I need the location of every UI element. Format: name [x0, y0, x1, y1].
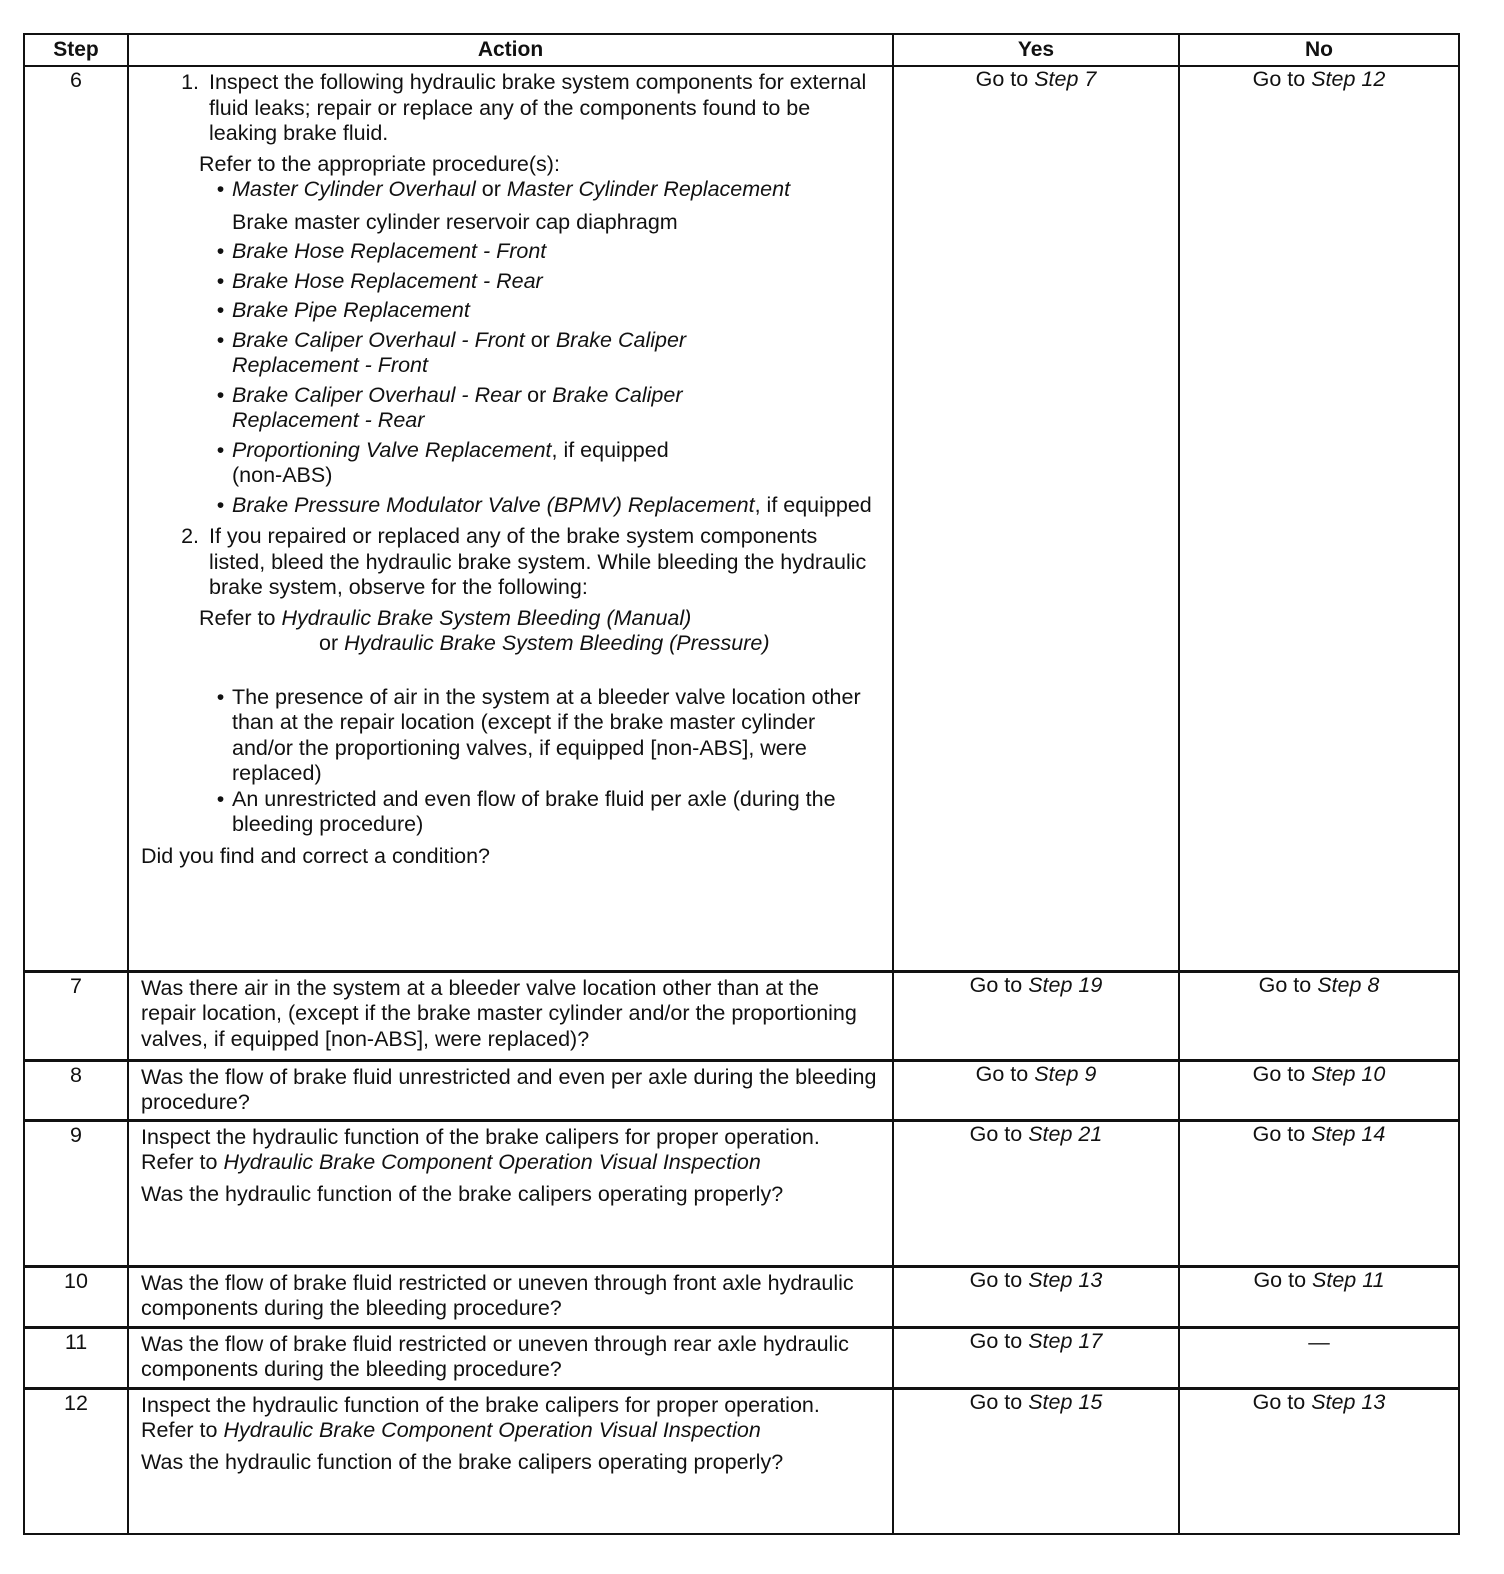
step-link: Step 13: [1028, 1267, 1103, 1292]
numbered-item: [141, 524, 878, 601]
yes-cell: [893, 1388, 1179, 1534]
no-cell: [1179, 1060, 1459, 1120]
or-text: or: [475, 177, 507, 201]
question-text: Was the hydraulic function of the brake calipers operating properly?: [141, 1181, 784, 1206]
go-to-text: Go to: [1252, 67, 1306, 91]
qualifier-text: , if equipped: [754, 492, 872, 517]
procedure-link: Hydraulic Brake Component Operation Visual Inspection: [223, 1418, 761, 1442]
bullet-icon: •: [216, 177, 225, 201]
bullet-icon: •: [216, 492, 225, 517]
step-link: Step 15: [1028, 1389, 1103, 1414]
bullet-icon: •: [216, 786, 225, 811]
procedure-link: Hydraulic Brake System Bleeding (Manual): [281, 605, 692, 630]
refer-lead: Refer to: [199, 605, 282, 630]
or-text: or: [319, 631, 345, 655]
procedure-link: Brake Pipe Replacement: [232, 298, 470, 322]
header-row: [24, 34, 1459, 66]
procedure-link: Brake Caliper Replacement - Rear: [232, 382, 683, 432]
list-item: [209, 239, 878, 265]
question-text: Was the hydraulic function of the brake calipers operating properly?: [141, 1449, 784, 1474]
table-row: [24, 1266, 1459, 1327]
procedure-link: Brake Hose Replacement - Rear: [232, 268, 543, 293]
go-to-text: Go to: [969, 1389, 1023, 1414]
qualifier-text: , if equipped (non-ABS): [232, 437, 669, 487]
header-no: No: [1179, 34, 1459, 66]
list-item: [209, 328, 709, 379]
header-action: Action: [128, 34, 893, 66]
step-link: Step 11: [1312, 1267, 1385, 1292]
inspect-lead: Inspect the hydraulic function of the brake calipers for proper operation. Refer to: [141, 1392, 820, 1442]
bullet-icon: •: [216, 239, 225, 263]
step-number: 12: [24, 1388, 128, 1534]
go-to-text: Go to: [1253, 1267, 1307, 1292]
question-text: Was the flow of brake fluid unrestricted and even per axle during the bleeding procedure?: [128, 1060, 893, 1120]
item-number: 2.: [181, 524, 199, 548]
step-link: Step 19: [1028, 972, 1103, 997]
no-cell: [1179, 1388, 1459, 1534]
procedure-link: Proportioning Valve Replacement: [232, 437, 552, 462]
table-row: [24, 1388, 1459, 1534]
action-cell: [128, 66, 893, 971]
bullet-icon: •: [216, 684, 225, 709]
yes-cell: [893, 66, 1179, 971]
step-number: 9: [24, 1120, 128, 1266]
question-text: Was the flow of brake fluid restricted or uneven through rear axle hydraulic components during the bleeding procedure?: [128, 1327, 893, 1388]
step-number: 8: [24, 1060, 128, 1120]
go-to-text: Go to: [969, 1267, 1023, 1292]
go-to-text: Go to: [969, 1328, 1023, 1353]
diaphragm-note: Brake master cylinder reservoir cap diaphragm: [232, 209, 678, 234]
yes-cell: [893, 971, 1179, 1060]
go-to-text: Go to: [969, 1121, 1023, 1146]
step-link: Step 7: [1034, 67, 1097, 91]
step-link: Step 9: [1034, 1061, 1097, 1086]
no-cell: [1179, 1120, 1459, 1266]
table-row: [24, 1120, 1459, 1266]
procedure-link: Brake Caliper Overhaul - Rear: [232, 382, 522, 407]
table-row: [24, 1327, 1459, 1388]
step-number: 7: [24, 971, 128, 1060]
no-cell: —: [1179, 1327, 1459, 1388]
list-item: [209, 298, 878, 324]
refer-text: Refer to the appropriate procedure(s):: [199, 151, 560, 176]
list-item: [209, 787, 878, 838]
item-text: Inspect the following hydraulic brake system components for external fluid leaks; repair or replace any of the components found to be leaking brake fluid.: [209, 70, 867, 145]
list-item: [209, 269, 878, 295]
go-to-text: Go to: [969, 972, 1023, 997]
header-yes: Yes: [893, 34, 1179, 66]
question-text: Was the flow of brake fluid restricted or uneven through front axle hydraulic components during the bleeding procedure?: [128, 1266, 893, 1327]
action-cell: [128, 1388, 893, 1534]
list-item: [209, 177, 878, 203]
list-item: [209, 383, 709, 434]
list-item: [209, 438, 679, 489]
or-text: or: [521, 382, 553, 407]
step-number: 6: [24, 66, 128, 971]
list-item: [209, 685, 878, 787]
question-text: Was there air in the system at a bleeder valve location other than at the repair location, (except if the brake master cylinder and/or the proportioning valves, if equipped [non-ABS], were replaced)?: [128, 971, 893, 1060]
no-cell: [1179, 66, 1459, 971]
procedure-link: Brake Caliper Overhaul - Front: [232, 327, 525, 352]
item-number: 1.: [181, 70, 199, 94]
diagnostic-table: [23, 33, 1460, 1535]
yes-cell: [893, 1327, 1179, 1388]
go-to-text: Go to: [1252, 1389, 1306, 1414]
no-cell: [1179, 971, 1459, 1060]
go-to-text: Go to: [975, 1061, 1029, 1086]
table-row: [24, 971, 1459, 1060]
or-text: or: [524, 327, 556, 352]
go-to-text: Go to: [1258, 972, 1312, 997]
bullet-icon: •: [216, 437, 225, 462]
procedure-link: Master Cylinder Replacement: [506, 177, 791, 201]
header-step: Step: [24, 34, 128, 66]
step-link: Step 17: [1028, 1328, 1103, 1353]
procedure-link: Master Cylinder Overhaul: [232, 177, 476, 201]
go-to-text: Go to: [1252, 1121, 1306, 1146]
step-link: Step 13: [1311, 1389, 1386, 1414]
go-to-text: Go to: [975, 67, 1029, 91]
bullet-icon: •: [216, 327, 225, 352]
yes-cell: [893, 1266, 1179, 1327]
step-link: Step 21: [1028, 1121, 1103, 1146]
table-row: [24, 66, 1459, 971]
step-link: Step 14: [1311, 1121, 1386, 1146]
observation-text: An unrestricted and even flow of brake fluid per axle (during the bleeding procedure): [232, 786, 836, 836]
procedure-link: Brake Caliper Replacement - Front: [232, 327, 687, 377]
item-text: If you repaired or replaced any of the brake system components listed, bleed the hydraulic brake system. While bleeding the hydraulic brake system, observe for the following:: [209, 524, 867, 599]
step-link: Step 12: [1311, 67, 1386, 91]
procedure-link: Hydraulic Brake Component Operation Visual Inspection: [223, 1150, 761, 1174]
inspect-text: [141, 1125, 878, 1176]
list-item: [209, 493, 878, 519]
go-to-text: Go to: [1252, 1061, 1306, 1086]
procedure-link: Brake Pressure Modulator Valve (BPMV) Replacement: [232, 492, 755, 517]
yes-cell: [893, 1060, 1179, 1120]
numbered-item: [141, 70, 878, 147]
inspect-lead: Inspect the hydraulic function of the brake calipers for proper operation. Refer to: [141, 1124, 820, 1174]
no-cell: [1179, 1266, 1459, 1327]
observation-text: The presence of air in the system at a bleeder valve location other than at the repair location (except if the brake master cylinder and/or the proportioning valves, if equipped [non-ABS], were replaced): [232, 684, 861, 785]
inspect-text: [141, 1393, 878, 1444]
table-row: [24, 1060, 1459, 1120]
bullet-icon: •: [216, 298, 225, 322]
step-number: 10: [24, 1266, 128, 1327]
bullet-icon: •: [216, 268, 225, 293]
action-cell: [128, 1120, 893, 1266]
procedure-link: Hydraulic Brake System Bleeding (Pressure): [344, 631, 770, 655]
step-link: Step 8: [1317, 972, 1380, 997]
step-number: 11: [24, 1327, 128, 1388]
procedure-link: Brake Hose Replacement - Front: [232, 239, 547, 263]
step-link: Step 10: [1311, 1061, 1386, 1086]
bullet-icon: •: [216, 382, 225, 407]
refer-bleeding: [199, 606, 878, 657]
question-text: Did you find and correct a condition?: [141, 843, 490, 868]
yes-cell: [893, 1120, 1179, 1266]
